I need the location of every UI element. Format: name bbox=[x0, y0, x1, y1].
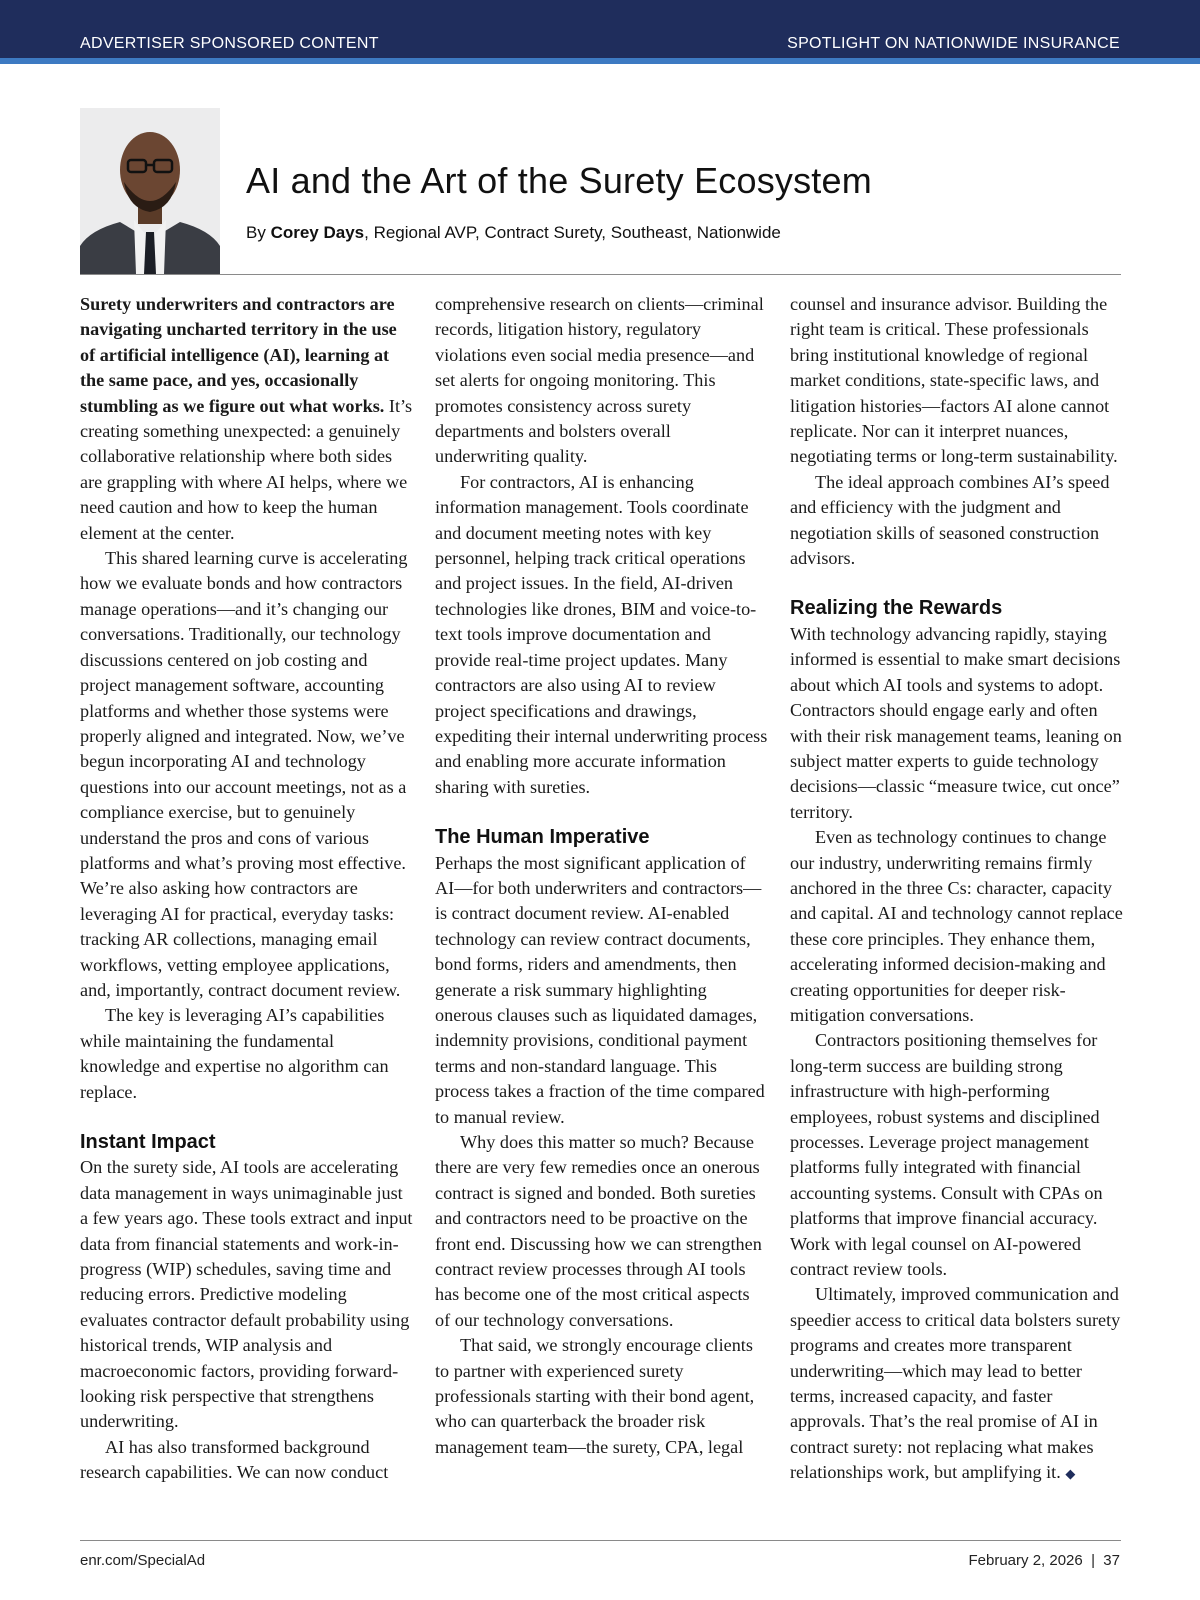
paragraph: The ideal approach combines AI’s speed and efficiency with the judgment and negotiation skills of seasoned construction advisors. bbox=[790, 471, 1110, 569]
paragraph: For contractors, AI is enhancing information management. Tools coordinate and document meeting notes with key personnel, helping track critical operations and project issues. In the field, AI-driven technologies like drones, BIM and voice-to-text tools improve documentation and provide real-time project updates. Many contractors are also using AI to review project specifications and drawings, expediting their internal underwriting process and enabling more accurate information sharing with sureties. bbox=[435, 471, 768, 797]
paragraph: That said, we strongly encourage clients to partner with experienced surety professionals starting with their bond agent, who can quarterback the broader risk management team—the surety, CPA, legal bbox=[435, 1335, 755, 1457]
paragraph bbox=[80, 292, 413, 546]
paragraph: The key is leveraging AI’s capabilities while maintaining the fundamental knowledge and expertise no algorithm can replace. bbox=[80, 1005, 389, 1102]
byline bbox=[246, 223, 781, 243]
title-divider bbox=[80, 274, 1121, 275]
spotlight-label: SPOTLIGHT ON NATIONWIDE INSURANCE bbox=[787, 35, 1120, 52]
header-bar bbox=[0, 0, 1200, 64]
lead-sentence: Surety underwriters and contractors are navigating uncharted territory in the use of artificial intelligence (AI), learning at the same pace, and yes, occasionally stumbling as we figure out what works. bbox=[80, 294, 397, 416]
paragraph: Even as technology continues to change our industry, underwriting remains firmly anchored in the three Cs: character, capacity and capital. AI and technology cannot replace these core principles. They enhance them, accelerating informed decision-making and creating opportunities for deeper risk-mitigation conversations. bbox=[790, 827, 1123, 1025]
author-name: Corey Days bbox=[270, 223, 365, 242]
sponsored-label: ADVERTISER SPONSORED CONTENT bbox=[80, 35, 379, 52]
section-heading-instant-impact: Instant Impact bbox=[80, 1131, 216, 1153]
paragraph: Why does this matter so much? Because there are very few remedies once an onerous contract is signed and bonded. Both sureties and contractors need to be proactive on the front end. Discussing how we can strengthen contract review processes through AI tools has become one of the most critical aspects of our technology conversations. bbox=[435, 1132, 762, 1330]
paragraph: Contractors positioning themselves for long-term success are building strong infrastructure with high-performing employees, robust systems and disciplined processes. Leverage project management platforms fully integrated with financial accounting systems. Consult with CPAs on platforms that improve financial accuracy. Work with legal counsel on AI-powered contract review tools. bbox=[790, 1030, 1103, 1280]
paragraph: comprehensive research on clients—criminal records, litigation history, regulatory violations even social media presence—and set alerts for ongoing monitoring. This promotes consistency across surety departments and bolsters overall underwriting quality. bbox=[435, 294, 764, 467]
paragraph: counsel and insurance advisor. Building the right team is critical. These professionals bring institutional knowledge of regional market conditions, state-specific laws, and litigation histories—factors AI alone cannot replicate. Nor can it interpret nuances, negotiating terms or long-term sustainability. bbox=[790, 294, 1118, 467]
article-title: AI and the Art of the Surety Ecosystem bbox=[246, 160, 872, 201]
section-heading-human-imperative: The Human Imperative bbox=[435, 826, 650, 849]
footer-url[interactable]: enr.com/SpecialAd bbox=[80, 1552, 206, 1569]
column-2 bbox=[435, 292, 768, 1460]
footer-date-page: February 2, 2026 | 37 bbox=[968, 1552, 1120, 1569]
paragraph: AI has also transformed background research capabilities. We can now conduct bbox=[80, 1436, 389, 1483]
end-mark-icon: ◆ bbox=[1065, 1466, 1076, 1482]
paragraph: On the surety side, AI tools are accelerating data management in ways unimaginable just a few years ago. These tools extract and input data from financial statements and work-in-progress (WIP) schedules, saving time and reducing errors. Predictive modeling evaluates contractor default probability using historical trends, WIP analysis and macroeconomic factors, providing forward-looking risk perspective that strengthens underwriting. bbox=[80, 1157, 413, 1432]
author-role: , Regional AVP, Contract Surety, Southeast, Nationwide bbox=[364, 223, 781, 242]
closing-text: Ultimately, improved communication and speedier access to critical data bolsters surety programs and creates more transparent underwriting—which may lead to better terms, increased capacity, and faster approvals. That’s the real promise of AI in contract surety: not replacing what makes relationships work, but amplifying it. bbox=[790, 1284, 1121, 1483]
header-stripe bbox=[0, 58, 1200, 64]
paragraph: This shared learning curve is accelerating how we evaluate bonds and how contractors manage operations—and it’s changing our conversations. Traditionally, our technology discussions centered on job costing and project management software, accounting platforms and whether those systems were properly aligned and integrated. Now, we’ve begun incorporating AI and technology questions into our account meetings, not as a compliance exercise, but to genuinely understand the pros and cons of various platforms and what’s proving most effective. We’re also asking how contractors are leveraging AI for practical, everyday tasks: tracking AR collections, managing email workflows, vetting employee applications, and, importantly, contract document review. bbox=[80, 548, 408, 1000]
footer-divider bbox=[80, 1540, 1121, 1541]
paragraph bbox=[790, 1282, 1123, 1486]
lead-continuation: It’s creating something unexpected: a genuinely collaborative relationship where both sides are grappling with where AI helps, where we need caution and how to keep the human element at the center. bbox=[80, 395, 413, 543]
byline-prefix: By bbox=[246, 223, 271, 242]
author-photo bbox=[80, 108, 220, 274]
column-3 bbox=[790, 292, 1123, 1487]
section-heading-realizing-rewards: Realizing the Rewards bbox=[790, 597, 1003, 620]
column-1 bbox=[80, 292, 413, 1486]
paragraph: With technology advancing rapidly, staying informed is essential to make smart decisions about which AI tools and systems to adopt. Contractors should engage early and often with their risk management teams, leaning on subject matter experts to guide technology decisions—classic “measure twice, cut once” territory. bbox=[790, 623, 1122, 822]
paragraph: Perhaps the most significant application of AI—for both underwriters and contractors—is contract document review. AI-enabled technology can review contract documents, bond forms, riders and amendments, then generate a risk summary highlighting onerous clauses such as liquidated damages, indemnity provisions, conditional payment terms and non-standard language. This process takes a fraction of the time compared to manual review. bbox=[435, 852, 765, 1127]
